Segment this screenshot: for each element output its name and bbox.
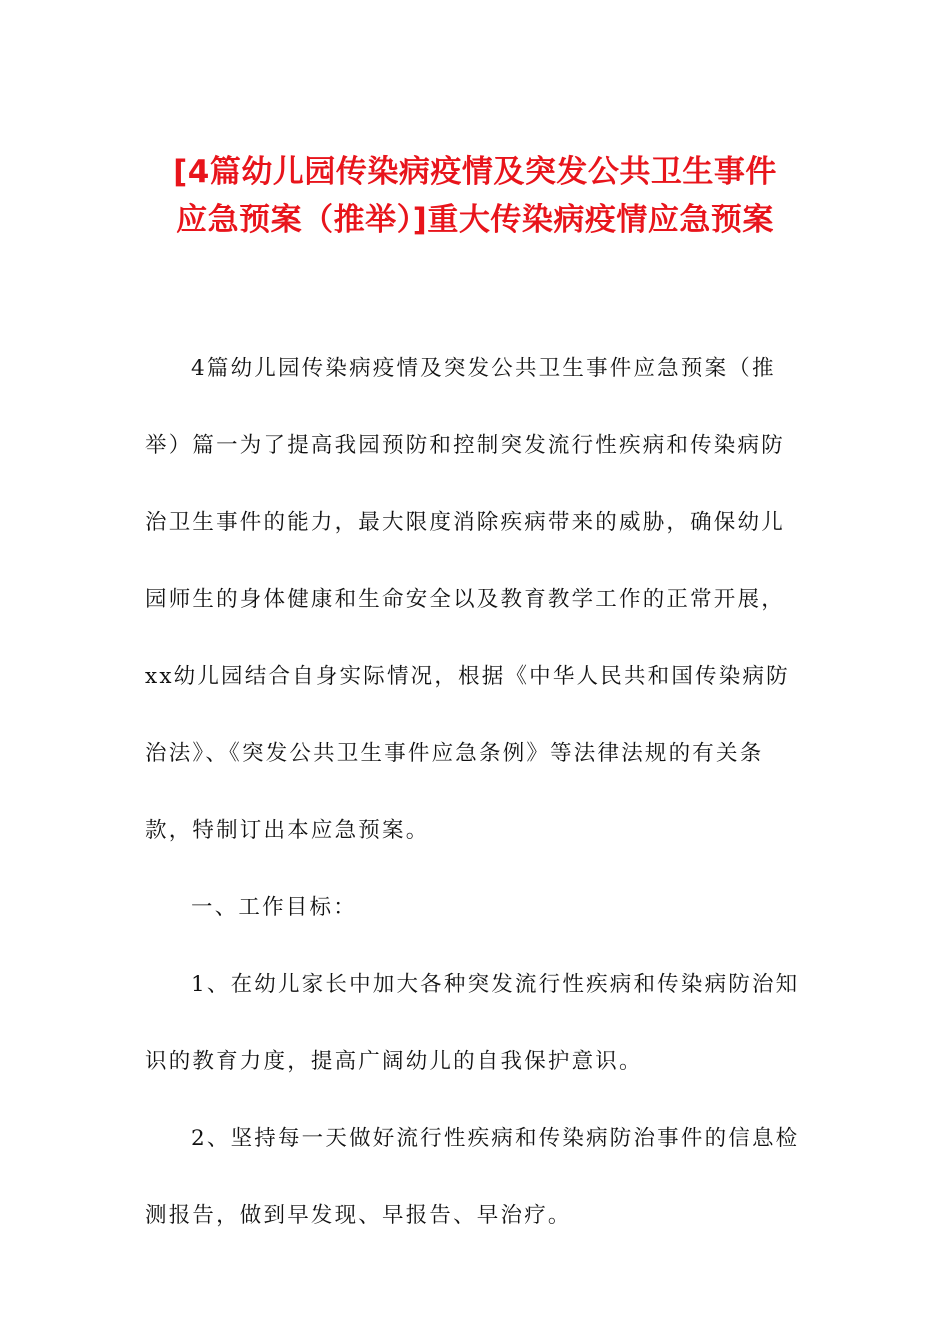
text-line: 识的教育力度，提高广阔幼儿的自我保护意识。 <box>145 1049 643 1074</box>
text-line: 治法》、《突发公共卫生事件应急条例》等法律法规的有关条 <box>145 741 764 766</box>
text-line: 4篇幼儿园传染病疫情及突发公共卫生事件应急预案（推 <box>191 356 776 381</box>
text-line: 款，特制订出本应急预案。 <box>145 818 430 843</box>
title-line-2: 应急预案（推举）]重大传染病疫情应急预案 <box>176 202 774 238</box>
paragraph-intro <box>145 330 807 869</box>
text-line: 园师生的身体健康和生命安全以及教育教学工作的正常开展， <box>145 587 785 612</box>
paragraph-goal-2 <box>145 1100 807 1254</box>
text-line: 举）篇一为了提高我园预防和控制突发流行性疾病和传染病防 <box>145 433 785 458</box>
section-heading-goals <box>145 869 807 946</box>
text-line: 1、在幼儿家长中加大各种突发流行性疾病和传染病防治知 <box>191 972 800 997</box>
title-line-1: [4篇幼儿园传染病疫情及突发公共卫生事件 <box>173 154 777 190</box>
text-line: 治卫生事件的能力，最大限度消除疾病带来的威胁，确保幼儿 <box>145 510 785 535</box>
text-line: 测报告，做到早发现、早报告、早治疗。 <box>145 1203 572 1228</box>
section-heading: 一、工作目标： <box>191 895 357 920</box>
document-body <box>145 330 807 1254</box>
paragraph-goal-1 <box>145 946 807 1100</box>
text-line: xx幼儿园结合自身实际情况，根据《中华人民共和国传染病防 <box>145 664 790 689</box>
text-line: 2、坚持每一天做好流行性疾病和传染病防治事件的信息检 <box>191 1126 800 1151</box>
document-title <box>100 148 850 244</box>
